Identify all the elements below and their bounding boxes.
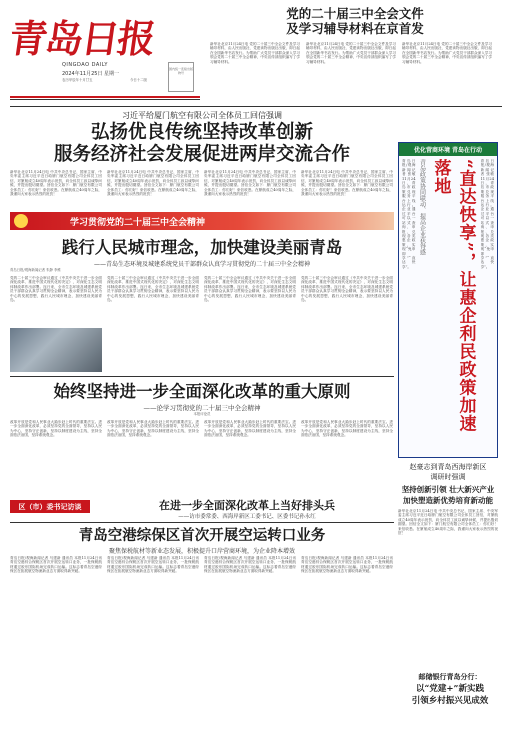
editorial-byline: 本报评论员: [193, 412, 211, 416]
lead-body-col-3: 新华社北京11月24日电 中共中央总书记、国家主席、中央军委主席习近平近日给厦门航空有限公司全体员工回信，对厦航成立40周年表示祝贺，向全体员工致以诚挚问候，并提出殷切期望。回信全文如下：厦门航空有限公司全体员工：你们好！来信收悉。在厦航成立40周年之际，我谨向大家表示热烈的祝贺！: [204, 170, 296, 197]
side-footer-body: 新华社北京11月24日电 中共中央总书记、国家主席、中央军委主席习近平近日给厦门航空有限公司全体员工回信，对厦航成立40周年表示祝贺，向全体员工致以诚挚问候，并提出殷切期望。回信全文如下：厦门航空有限公司全体员工：你们好！来信收悉。在厦航成立40周年之际，我谨向大家表示热烈的祝贺！: [398, 509, 498, 536]
lead-body: [10, 170, 394, 206]
editorial-body-col-4: 改革开放是党和人民事业大踏步赶上时代的重要法宝。进一步全面深化改革，必须坚持党的全面领导，坚持以人民为中心，坚持守正创新，坚持以制度建设为主线，坚持全面依法治国，坚持系统观念。: [301, 420, 393, 438]
section-rule: [10, 106, 502, 107]
top-right-story[interactable]: [210, 6, 500, 86]
city-body-col-4: 党的二十届三中全会审议通过《中共中央关于进一步全面深化改革、推进中国式现代化的决定》，对深化生态文明体制改革作出部署。连日来，全市生态环境及城建系统党员干部群众认真学习贯彻全会精神，表示要坚持以人民为中心的发展思想，践行人民城市理念，加快建设美丽青岛。: [301, 276, 393, 303]
masthead-lunar: 农历甲辰年十月廿五: [62, 78, 93, 82]
bottom-headline[interactable]: 青岛空港综保区首次开展空运转口业务: [78, 527, 326, 544]
city-body-col-2: 党的二十届三中全会审议通过《中共中央关于进一步全面深化改革、推进中国式现代化的决定》，对深化生态文明体制改革作出部署。连日来，全市生态环境及城建系统党员干部群众认真学习贯彻全会精神，表示要坚持以人民为中心的发展思想，践行人民城市理念，加快建设美丽青岛。: [107, 276, 199, 303]
bottom-right-h3: 引领乡村振兴见成效: [411, 696, 489, 706]
city-headline[interactable]: 践行人民城市理念，加快建设美丽青岛: [61, 238, 343, 257]
bottom-right-story[interactable]: [398, 672, 502, 706]
side-footer-h4: 加快塑造新优势培育新动能: [403, 496, 493, 505]
side-vertical-title: “直达快享”，让惠企利民政策加速落地: [430, 159, 476, 433]
party-emblem-icon: [14, 214, 28, 228]
city-body-col-3: 党的二十届三中全会审议通过《中共中央关于进一步全面深化改革、推进中国式现代化的决定》，对深化生态文明体制改革作出部署。连日来，全市生态环境及城建系统党员干部群众认真学习贯彻全会精神，表示要坚持以人民为中心的发展思想，践行人民城市理念，加快建设美丽青岛。: [204, 276, 296, 303]
bottom-body-col-2: 青岛日报/观海新闻记者 马建新 通讯员 本报11月24日讯 青岛空港综合保税区首次开展空运转口业务，一批保税航材通过胶东国际机场完成转口运输。这标志着青岛空港综保区在拓展航空物流新业态方面取得新突破。: [107, 556, 199, 574]
city-subhead: ——青岛生态环境及城建系统党员干部群众认真学习贯彻党的二十届三中全会精神: [93, 261, 310, 268]
editorial-headline[interactable]: 始终坚持进一步全面深化改革的重大原则: [53, 382, 351, 401]
masthead-english: QINGDAO DAILY: [62, 62, 108, 68]
side-body-2: 青岛日报/观海新闻记者 张敏 11月24日，青岛市政策兑现服务平台上线运行。企业通过平台可以一站式查询、申报、兑现各类惠企政策，实现“免申即享”“直达快享”。: [480, 159, 494, 269]
district-subhead: ——访市委常委、西海岸新区工委书记、区委书记孙永红: [178, 514, 316, 520]
top-right-headline-1: 党的二十届三中全会文件: [286, 6, 424, 21]
city-body: [10, 276, 394, 372]
city-body-col-1: 党的二十届三中全会审议通过《中共中央关于进一步全面深化改革、推进中国式现代化的决定》，对深化生态文明体制改革作出部署。连日来，全市生态环境及城建系统党员干部群众认真学习贯彻全会精神，表示要坚持以人民为中心的发展思想，践行人民城市理念，加快建设美丽青岛。: [10, 276, 102, 303]
editorial-body-col-2: 改革开放是党和人民事业大踏步赶上时代的重要法宝。进一步全面深化改革，必须坚持党的全面领导，坚持以人民为中心，坚持守正创新，坚持以制度建设为主线，坚持全面依法治国，坚持系统观念。: [107, 420, 199, 438]
masthead-edition: 今日十二版: [130, 78, 147, 82]
editorial-body-col-3: 改革开放是党和人民事业大踏步赶上时代的重要法宝。进一步全面深化改革，必须坚持党的全面领导，坚持以人民为中心，坚持守正创新，坚持以制度建设为主线，坚持全面依法治国，坚持系统观念。: [204, 420, 296, 438]
side-vertical-sub: 青岛政策协同联动、提高企业获得感: [418, 159, 426, 255]
side-footer-story[interactable]: [398, 462, 498, 657]
top-right-body-col-1: 新华社北京11月24日电 党的二十届三中全会文件及学习辅导材料，由人民出版社、党建读物出版社出版，即日起在全国新华书店发行。为帮助广大党员干部群众深入学习领会党的二十届三中全会精神，中央宣传部组织编写了学习辅导材料。: [210, 42, 300, 64]
editorial-body-col-1: 改革开放是党和人民事业大踏步赶上时代的重要法宝。进一步全面深化改革，必须坚持党的全面领导，坚持以人民为中心，坚持守正创新，坚持以制度建设为主线，坚持全面依法治国，坚持系统观念。: [10, 420, 102, 438]
side-body: 青岛日报/观海新闻记者 张敏 11月24日，青岛市政策兑现服务平台上线运行。企业通过平台可以一站式查询、申报、兑现各类惠企政策，实现“免申即享”“直达快享”。: [402, 159, 416, 269]
masthead-rule-thin: [10, 99, 200, 100]
section-banner: [10, 212, 394, 230]
top-right-headline-2: 及学习辅导材料在京首发: [286, 21, 424, 36]
side-footer-h2: 调研时强调: [430, 473, 466, 481]
section-rule-2: [10, 376, 394, 377]
section-rule-3: [10, 522, 394, 523]
masthead-date: 2024年11月25日 星期一: [62, 71, 120, 77]
side-footer-h3: 坚持创新引领 壮大新兴产业: [401, 485, 495, 494]
bottom-right-h2: 以“党建+”新实践: [416, 684, 484, 694]
masthead-rule: [10, 96, 200, 98]
side-footer-h1: 赵豪志到青岛西海岸新区: [409, 463, 487, 471]
lead-body-col-4: 新华社北京11月24日电 中共中央总书记、国家主席、中央军委主席习近平近日给厦门航空有限公司全体员工回信，对厦航成立40周年表示祝贺，向全体员工致以诚挚问候，并提出殷切期望。回信全文如下：厦门航空有限公司全体员工：你们好！来信收悉。在厦航成立40周年之际，我谨向大家表示热烈的祝贺！: [301, 170, 393, 197]
bottom-body: [10, 556, 394, 724]
side-column[interactable]: [398, 142, 498, 458]
lead-headline-1[interactable]: 弘扬优良传统坚持改革创新: [90, 122, 313, 143]
bottom-right-h1: 邮储银行青岛分行：: [418, 672, 482, 681]
city-byline: 青岛日报/观海新闻记者 朱静 李维: [10, 268, 61, 272]
bottom-body-col-3: 青岛日报/观海新闻记者 马建新 通讯员 本报11月24日讯 青岛空港综合保税区首次开展空运转口业务，一批保税航材通过胶东国际机场完成转口运输。这标志着青岛空港综保区在拓展航空物流新业态方面取得新突破。: [204, 556, 296, 574]
editorial-body: [10, 420, 394, 486]
section-banner-text: 学习贯彻党的二十届三中全会精神: [70, 218, 206, 228]
masthead-logo: 青岛日报: [6, 16, 157, 61]
masthead-stamp: [168, 62, 194, 92]
lead-body-col-1: 新华社北京11月24日电 中共中央总书记、国家主席、中央军委主席习近平近日给厦门航空有限公司全体员工回信，对厦航成立40周年表示祝贺，向全体员工致以诚挚问候，并提出殷切期望。回信全文如下：厦门航空有限公司全体员工：你们好！来信收悉。在厦航成立40周年之际，我谨向大家表示热烈的祝贺！: [10, 170, 102, 197]
bottom-subhead: 聚焦保税航材等新业态发展，积极提升口岸营商环境，为企业降本增效: [108, 548, 295, 555]
lead-kicker: 习近平给厦门航空有限公司全体员工回信强调: [122, 111, 282, 120]
top-right-body-col-3: 新华社北京11月24日电 党的二十届三中全会文件及学习辅导材料，由人民出版社、党建读物出版社出版，即日起在全国新华书店发行。为帮助广大党员干部群众深入学习领会党的二十届三中全会精神，中央宣传部组织编写了学习辅导材料。: [402, 42, 492, 64]
stamp-text: 国内统一连续出版物号: [169, 67, 194, 75]
lead-body-col-2: 新华社北京11月24日电 中共中央总书记、国家主席、中央军委主席习近平近日给厦门航空有限公司全体员工回信，对厦航成立40周年表示祝贺，向全体员工致以诚挚问候，并提出殷切期望。回信全文如下：厦门航空有限公司全体员工：你们好！来信收悉。在厦航成立40周年之际，我谨向大家表示热烈的祝贺！: [107, 170, 199, 197]
lead-headline-2[interactable]: 服务经济社会发展促进两岸交流合作: [53, 144, 350, 165]
bottom-body-col-1: 青岛日报/观海新闻记者 马建新 通讯员 本报11月24日讯 青岛空港综合保税区首次开展空运转口业务，一批保税航材通过胶东国际机场完成转口运输。这标志着青岛空港综保区在拓展航空物流新业态方面取得新突破。: [10, 556, 102, 574]
district-headline[interactable]: 在进一步全面深化改革上当好排头兵: [159, 499, 335, 512]
district-label: 区（市）委书记访谈: [10, 500, 90, 513]
bottom-body-col-4: 青岛日报/观海新闻记者 马建新 通讯员 本报11月24日讯 青岛空港综合保税区首次开展空运转口业务，一批保税航材通过胶东国际机场完成转口运输。这标志着青岛空港综保区在拓展航空物流新业态方面取得新突破。: [301, 556, 393, 574]
editorial-subhead: ——论学习贯彻党的二十届三中全会精神: [143, 404, 261, 412]
city-photo: [10, 328, 102, 372]
top-right-body-col-2: 新华社北京11月24日电 党的二十届三中全会文件及学习辅导材料，由人民出版社、党建读物出版社出版，即日起在全国新华书店发行。为帮助广大党员干部群众深入学习领会党的二十届三中全会精神，中央宣传部组织编写了学习辅导材料。: [306, 42, 396, 64]
side-header: 优化营商环境 青岛在行动: [399, 143, 497, 156]
